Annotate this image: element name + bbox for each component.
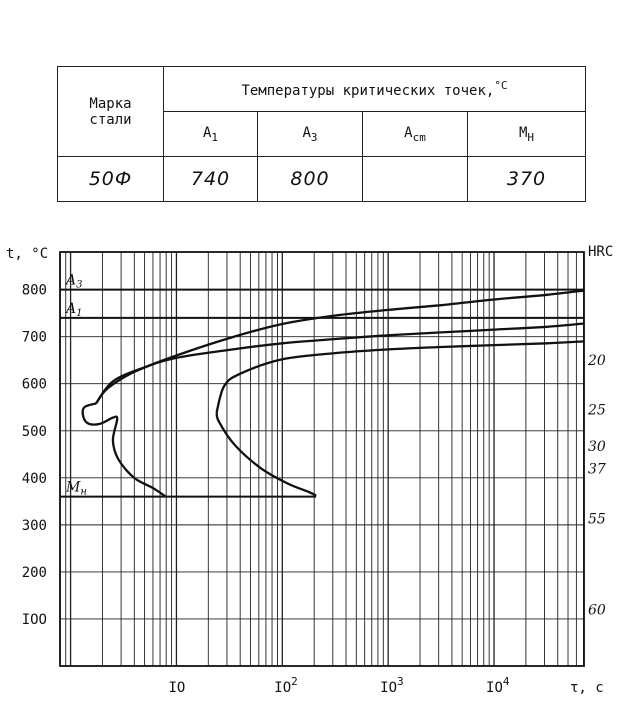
cell-mn-value: 370 (506, 168, 547, 190)
hrc-value: 25 (588, 402, 606, 419)
plot-frame (60, 252, 584, 666)
hrc-value: 55 (588, 511, 606, 528)
y-tick-label: 300 (21, 517, 47, 534)
reference-label-Mн: $M_н$ (66, 479, 87, 498)
hrc-value: 30 (588, 438, 606, 455)
col-acm-main: А (404, 124, 413, 141)
cell-a1 (164, 157, 258, 202)
col-acm (363, 112, 468, 157)
col-a3-sub: 3 (310, 130, 318, 144)
temps-header-unit: °С (494, 79, 508, 92)
grade-header-text: Марка стали (89, 95, 132, 128)
col-a1-main: А (202, 124, 212, 141)
y-tick-label: 400 (21, 470, 47, 487)
ttt-diagram (0, 228, 636, 719)
col-acm-sub: cm (412, 130, 426, 144)
hrc-value: 37 (588, 461, 606, 478)
col-a1-sub: 1 (211, 130, 219, 144)
hrc-value: 20 (588, 353, 606, 370)
cell-mn (468, 157, 586, 202)
transformation-curves (83, 291, 584, 497)
cell-a1-value: 740 (190, 168, 231, 190)
col-a1 (164, 112, 258, 157)
reference-label-A3: $A_3$ (66, 272, 83, 291)
x-tick-label: $IO^4$ (486, 675, 510, 696)
grade-header (58, 67, 164, 157)
critical-points-table (57, 66, 586, 202)
cell-grade (58, 157, 164, 202)
y-tick-label: 700 (21, 329, 47, 346)
reference-label-A1: $A_1$ (66, 300, 83, 319)
y-axis-title: t, °С (6, 246, 49, 262)
y-tick-label: IOO (21, 611, 47, 628)
curve-end-curve (217, 412, 317, 496)
x-axis-title: τ, с (570, 680, 604, 696)
col-mn-main: М (518, 124, 528, 141)
x-tick-label: $IO^3$ (380, 675, 404, 696)
cell-a3 (258, 157, 363, 202)
hrc-axis-title: HRC (588, 244, 614, 260)
x-tick-label: IO (168, 680, 186, 696)
y-tick-label: 500 (21, 423, 47, 440)
hrc-value: 60 (588, 602, 606, 619)
curve-middle-branch (96, 324, 584, 404)
curve-upper-branch (96, 291, 584, 404)
x-tick-label: $IO^2$ (274, 675, 298, 696)
y-tick-label: 600 (21, 376, 47, 393)
col-a3-main: А (302, 124, 311, 141)
col-a3 (258, 112, 363, 157)
col-mn-sub: Н (527, 130, 535, 144)
curve-start-curve (83, 404, 166, 497)
temps-header-text: Температуры критических точек, (241, 83, 495, 99)
cell-a3-value: 800 (290, 168, 330, 190)
y-tick-label: 800 (21, 282, 47, 299)
axis-labels (6, 244, 613, 696)
col-mn (468, 112, 586, 157)
cell-grade-value: 50Ф (88, 168, 133, 190)
grid (60, 252, 584, 666)
temps-header (164, 67, 586, 112)
y-tick-label: 200 (21, 564, 47, 581)
cell-acm (363, 157, 468, 202)
reference-lines (60, 290, 584, 497)
